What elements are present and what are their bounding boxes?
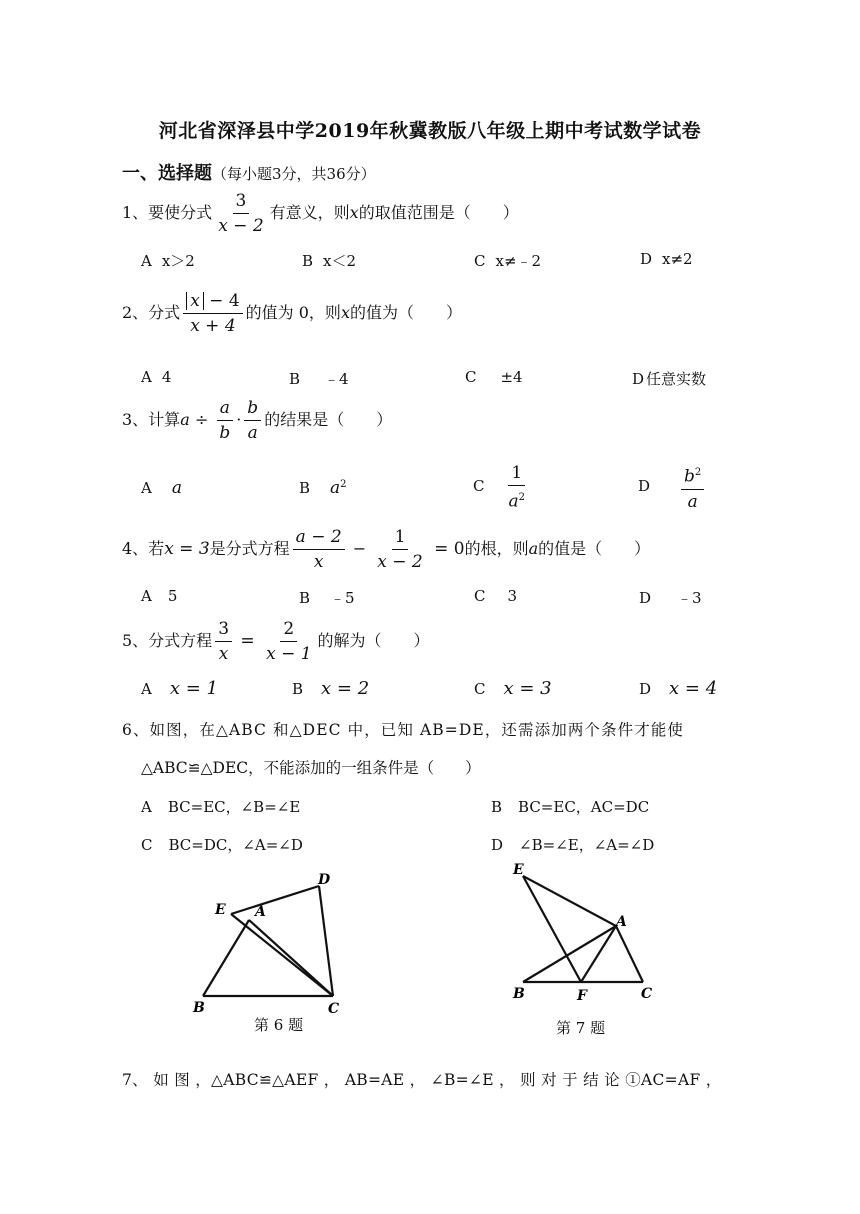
question-2 [122, 290, 462, 337]
option-label: A [141, 479, 152, 497]
fig6-label-d: D [318, 872, 331, 888]
q2-suffix1: 的值为 0，则 [245, 303, 341, 322]
q4-f1-num: a − 2 [293, 526, 345, 550]
option-label: B [289, 370, 301, 388]
option-num-base: b [684, 466, 695, 487]
q3-a: a [180, 410, 190, 429]
fig7-segment-ac [616, 926, 643, 982]
option-text: ﹣5 [330, 589, 355, 607]
option-text: x≠2 [662, 250, 693, 268]
option-fraction [505, 462, 528, 513]
option-label: A [141, 587, 152, 605]
fig7-label-a: A [616, 914, 627, 930]
q5-eq: = [235, 631, 261, 651]
fig7-segment-fa [581, 926, 616, 982]
q4-option-c[interactable] [474, 587, 517, 605]
q4-cond: x = 3 [164, 539, 210, 559]
q2-prefix: 2、分式 [122, 303, 181, 322]
option-label: D [639, 589, 652, 607]
q4-prefix: 4、若 [122, 539, 165, 558]
q6-option-a[interactable] [141, 796, 300, 817]
option-label: B [299, 589, 311, 607]
option-text: x≠﹣2 [495, 252, 542, 270]
option-label: C [465, 368, 477, 386]
option-text: ∠B=∠E，∠A=∠D [519, 836, 655, 854]
q1-prefix: 1、要使分式 [122, 203, 213, 222]
option-expr: a [171, 478, 182, 498]
option-text: 3 [507, 587, 518, 605]
option-label: C [473, 477, 485, 496]
q1-fraction [215, 190, 266, 237]
q4-fraction-1 [293, 526, 345, 573]
fig7-label-f: F [577, 988, 587, 1004]
figure-7-caption: 第 7 题 [556, 1019, 606, 1037]
option-exp: 2 [340, 479, 347, 490]
q3-option-b[interactable] [299, 478, 347, 498]
q4-minus: − [347, 539, 372, 558]
option-label: A [141, 252, 152, 270]
q5-prefix: 5、分式方程 [122, 631, 213, 650]
option-text: x = 4 [669, 678, 718, 699]
fig7-segment-ba [523, 926, 616, 982]
fig6-segment-ed [231, 886, 319, 914]
option-label: B [302, 252, 314, 270]
option-label: A [141, 368, 152, 386]
q1-option-d[interactable] [640, 250, 693, 268]
option-text: 任意实数 [646, 370, 707, 388]
q3-f1-num: a [217, 397, 233, 421]
q2-fraction [183, 290, 242, 337]
q4-f2-den: x − 2 [377, 552, 423, 572]
question-1 [122, 190, 519, 237]
question-5 [122, 618, 430, 665]
q2-var: x [340, 303, 350, 322]
q4-option-d[interactable] [639, 587, 702, 608]
option-label: D [638, 477, 651, 496]
q5-fraction-2 [263, 618, 314, 665]
fig6-label-a: A [255, 904, 266, 920]
fig7-label-c: C [641, 986, 653, 1002]
option-num-exp: 2 [694, 467, 702, 478]
option-label: B [491, 798, 503, 816]
option-label: C [141, 836, 153, 854]
q2-den: x + 4 [190, 316, 236, 336]
q3-dot: · [236, 410, 242, 429]
figure-7-diagram [505, 856, 665, 1006]
section-note: （每小题3分，共36分） [212, 165, 376, 183]
q4-suffix2: 的值是（ ） [538, 539, 651, 558]
q3-option-a[interactable] [141, 478, 182, 498]
q1-den: x − 2 [218, 216, 264, 236]
q5-suffix: 的解为（ ） [317, 631, 430, 650]
option-den-base: a [508, 491, 519, 512]
q3-prefix: 3、计算 [122, 410, 181, 429]
q6-option-d[interactable] [491, 834, 654, 855]
option-text: BC=DC，∠A=∠D [168, 836, 303, 854]
q3-option-c[interactable] [473, 462, 531, 513]
q4-var: a [528, 539, 539, 558]
option-num [681, 462, 704, 490]
q4-option-a[interactable] [141, 587, 177, 605]
option-label: A [141, 798, 152, 816]
option-base: a [330, 478, 341, 498]
option-text: ﹣4 [324, 370, 349, 388]
q3-f1-den: b [219, 423, 231, 443]
question-3 [122, 397, 392, 444]
q4-mid: 是分式方程 [209, 539, 290, 558]
q1-var: x [349, 203, 359, 222]
q3-fraction-2 [244, 397, 261, 444]
option-label: D [640, 250, 653, 268]
q1-num: 3 [233, 190, 250, 214]
option-fraction [681, 462, 704, 513]
q2-abs: x [186, 292, 204, 310]
option-text: x = 3 [503, 678, 552, 699]
fig6-label-e: E [215, 902, 226, 918]
option-label: C [474, 587, 486, 605]
q4-eq: = 0 [428, 539, 465, 559]
option-label: D [491, 836, 504, 854]
fig7-label-e: E [513, 862, 524, 878]
fig6-segment-ec [231, 914, 333, 996]
page-title: 河北省深泽县中学2019年秋冀教版八年级上期中考试数学试卷 [158, 120, 702, 142]
q2-num [183, 290, 242, 314]
option-label: C [474, 680, 486, 698]
fig6-segment-dc [319, 886, 333, 996]
option-text: 4 [161, 368, 172, 386]
option-label: B [299, 479, 311, 497]
option-label: C [474, 252, 486, 270]
q5-f2-num: 2 [280, 618, 297, 642]
q2-option-a[interactable] [141, 368, 171, 386]
q5-option-c[interactable] [474, 678, 552, 699]
option-text: BC=EC，∠B=∠E [167, 798, 301, 816]
q5-f2-den: x − 1 [266, 644, 312, 664]
q3-div: ÷ [189, 410, 214, 429]
option-text: x = 1 [169, 678, 218, 699]
q3-suffix: 的结果是（ ） [264, 410, 393, 429]
q5-f1-den: x [218, 644, 229, 664]
option-label: D [632, 370, 645, 388]
question-4 [122, 526, 650, 573]
option-den-exp: 2 [518, 492, 525, 503]
q3-f2-num: b [244, 397, 261, 421]
q1-suffix2: 的取值范围是（ ） [358, 203, 519, 222]
option-label: A [141, 680, 152, 698]
q1-option-a[interactable] [141, 250, 195, 271]
option-label: D [639, 680, 652, 698]
q2-suffix2: 的值为（ ） [349, 303, 462, 322]
option-text: x＞2 [161, 252, 195, 270]
figure-6-diagram [185, 868, 355, 1018]
option-num: 1 [508, 462, 525, 486]
q3-option-d[interactable] [638, 462, 707, 513]
q1-suffix1: 有意义，则 [269, 203, 350, 222]
q7-line-1: 7、 如 图 ，△ABC≌△AEF ， AB=AE ， ∠B=∠E ， 则 对 于 结 论 ①AC=AF ， [122, 1071, 722, 1089]
option-den [505, 486, 528, 513]
q5-option-a[interactable] [141, 678, 218, 699]
q4-f2-num: 1 [392, 526, 409, 550]
q5-option-b[interactable] [292, 678, 369, 699]
q3-fraction-1 [216, 397, 233, 444]
figure-6-caption: 第 6 题 [254, 1016, 304, 1034]
option-text: x＜2 [323, 252, 357, 270]
fig6-label-c: C [328, 1001, 340, 1017]
q6-line-2: △ABC≌△DEC，不能添加的一组条件是（ ） [141, 759, 481, 777]
section-heading [122, 159, 376, 185]
q6-line-1: 6、如图，在△ABC 和△DEC 中，已知 AB=DE，还需添加两个条件才能使 [122, 721, 685, 739]
q1-option-c[interactable] [474, 250, 541, 271]
option-text: BC=EC，AC=DC [518, 798, 650, 816]
q6-option-b[interactable] [491, 796, 649, 817]
option-text: ±4 [500, 368, 523, 386]
q5-f1-num: 3 [215, 618, 232, 642]
q4-f1-den: x [313, 552, 324, 572]
q2-num-rest: − 4 [203, 291, 240, 311]
q2-option-b[interactable] [289, 368, 349, 389]
fig7-label-b: B [513, 986, 525, 1002]
q4-option-b[interactable] [299, 587, 355, 608]
option-den: a [687, 491, 698, 512]
option-text: 5 [167, 587, 178, 605]
q2-option-d[interactable] [632, 368, 706, 389]
q5-option-d[interactable] [639, 678, 717, 699]
fig6-label-b: B [193, 1000, 205, 1016]
option-label: B [292, 680, 304, 698]
option-text: ﹣3 [677, 589, 702, 607]
q3-f2-den: a [247, 423, 258, 443]
q5-fraction-1 [215, 618, 232, 665]
q4-fraction-2 [374, 526, 425, 573]
q6-option-c[interactable] [141, 834, 303, 855]
section-title: 一、选择题 [122, 163, 212, 184]
q1-option-b[interactable] [302, 250, 356, 271]
q2-option-c[interactable] [465, 368, 523, 386]
option-text: x = 2 [321, 678, 370, 699]
fig6-segment-ba [203, 920, 249, 996]
q4-suffix1: 的根，则 [464, 539, 529, 558]
